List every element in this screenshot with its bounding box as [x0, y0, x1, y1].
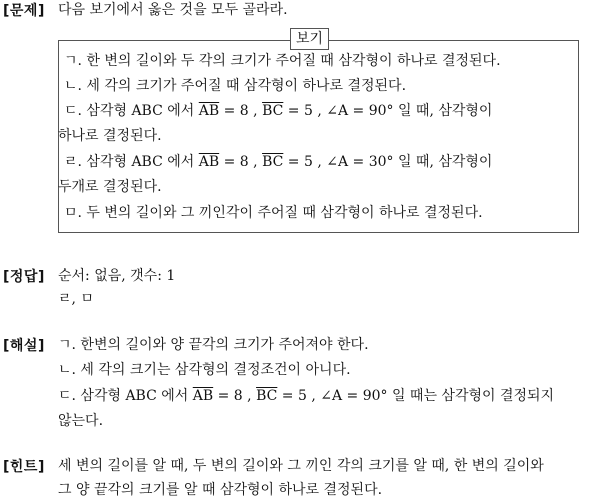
explanation-line-1: ㄱ. 한변의 길이와 양 끝각의 크기가 주어져야 한다. [58, 337, 369, 353]
problem-question: 다음 보기에서 옳은 것을 모두 골라라. [58, 2, 288, 18]
answer-line-1: 순서: 없음, 갯수: 1 [58, 268, 176, 284]
choice-item-4 [64, 152, 492, 172]
choice-item-5: ㅁ. 두 변의 길이와 그 끼인각이 주어질 때 삼각형이 하나로 결정된다. [64, 205, 483, 221]
explanation-line-3-mid1: = 8 , [213, 388, 257, 404]
choice-item-2: ㄴ. 세 각의 크기가 주어질 때 삼각형이 하나로 결정된다. [64, 78, 407, 94]
choice-item-4-mid1: = 8 , [219, 154, 263, 170]
explanation-line-4: 않는다. [58, 413, 104, 429]
hint-line-1: 세 변의 길이를 알 때, 두 변의 길이와 그 끼인 각의 크기를 알 때, 한 변의 길이와 [58, 458, 544, 474]
segment-bc: $\overline{BC}$ [262, 154, 284, 170]
choice-item-3-mid2: = 5 , ∠A = 90° 일 때, 삼각형이 [283, 103, 493, 119]
answer-line-2: ㄹ, ㅁ [58, 291, 94, 307]
explanation-line-3-mid2: = 5 , ∠A = 90° 일 때는 삼각형이 결정되지 [277, 388, 555, 404]
choice-item-4-cont: 두개로 결정된다. [58, 179, 162, 195]
choice-item-3-mid1: = 8 , [219, 103, 263, 119]
hint-line-2: 그 양 끝각의 크기를 알 때 삼각형이 하나로 결정된다. [58, 482, 383, 498]
answer-label: [정답] [3, 269, 45, 285]
segment-bc: $\overline{BC}$ [262, 103, 284, 119]
choices-box-title: 보기 [290, 28, 329, 50]
problem-label: [문제] [3, 3, 45, 19]
choice-item-3-prefix: ㄷ. 삼각형 ABC 에서 [64, 103, 199, 119]
explanation-line-3 [58, 386, 554, 406]
hint-label: [힌트] [3, 459, 45, 475]
segment-ab: $\overline{AB}$ [198, 103, 220, 119]
choice-item-4-mid2: = 5 , ∠A = 30° 일 때, 삼각형이 [283, 154, 493, 170]
choice-item-4-prefix: ㄹ. 삼각형 ABC 에서 [64, 154, 199, 170]
choice-item-3 [64, 101, 492, 121]
explanation-line-3-prefix: ㄷ. 삼각형 ABC 에서 [58, 388, 193, 404]
choice-item-1: ㄱ. 한 변의 길이와 두 각의 크기가 주어질 때 삼각형이 하나로 결정된다. [64, 53, 501, 69]
choice-item-3-cont: 하나로 결정된다. [58, 128, 162, 144]
segment-ab: $\overline{AB}$ [198, 154, 220, 170]
segment-ab: $\overline{AB}$ [192, 388, 214, 404]
explanation-line-2: ㄴ. 세 각의 크기는 삼각형의 결정조건이 아니다. [58, 362, 351, 378]
segment-bc: $\overline{BC}$ [256, 388, 278, 404]
explanation-label: [해설] [3, 338, 45, 354]
